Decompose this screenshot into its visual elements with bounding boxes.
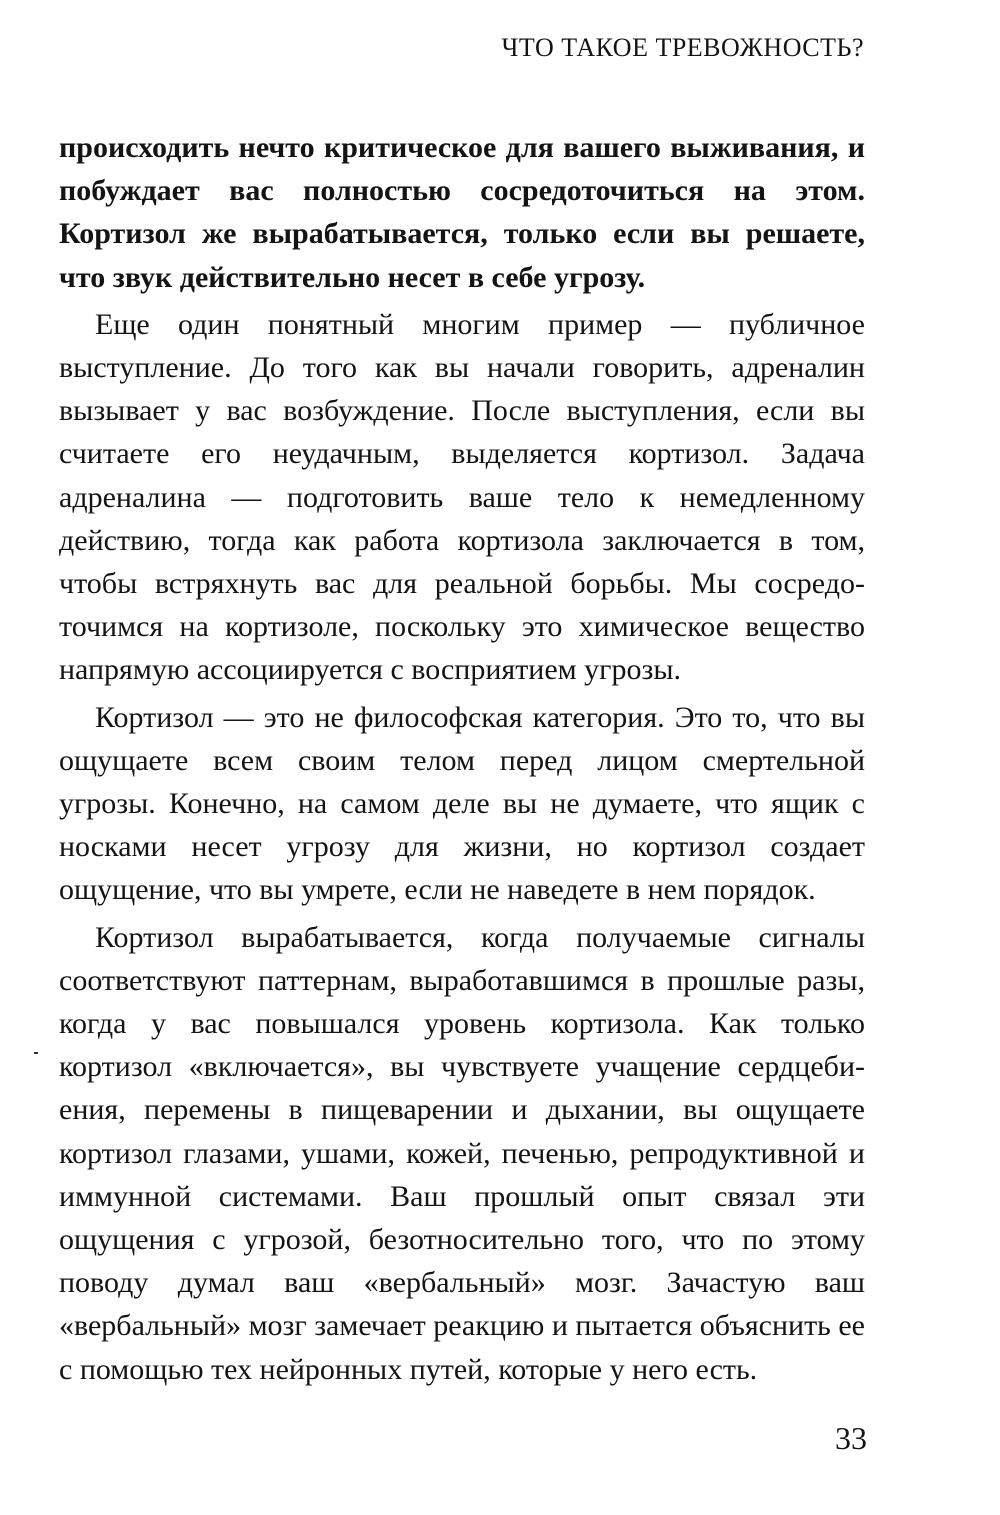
body-text xyxy=(59,126,865,1395)
page-number: 33 xyxy=(835,1420,867,1456)
paragraph-cortisol-not-philosophy: Кортизол — это не философская категория. Это то, что вы ощущаете всем своим телом перед лицом смертельной угрозы. Конечно, на самом деле вы не думаете, что ящик с носками несет угрозу для жизни, но кортизол создает ощущение, что вы умрете, если не наведете в нем порядок. xyxy=(59,700,865,907)
paragraph-cortisol-patterns: Кортизол вырабатывается, когда получаемые сигналы соответствуют паттернам, выработавшимся в прошлые разы, когда у вас повышался уровень кортизола. Как только кортизол «включается», вы чувствуете учащение сердцебиения, перемены в пищеварении и дыхании, вы ощущаете кортизол глазами, ушами, кожей, печенью, репродуктивной и иммунной системами. Ваш прошлый опыт связал эти ощущения с угрозой, безотносительно того, что по этому поводу думал ваш «вербальный» мозг. Зачастую ваш «вербальный» мозг замечает реакцию и пытается объяснить ее с помощью тех нейронных путей, которые у него есть. xyxy=(59,920,865,1386)
margin-mark xyxy=(34,1052,38,1054)
running-header: ЧТО ТАКОЕ ТРЕВОЖНОСТЬ? xyxy=(501,33,864,62)
paragraph-public-speaking: Еще один понятный многим пример — публичное выступление. До того как вы начали говорить, адреналин вызывает у вас возбуждение. После выступления, если вы считаете его неудачным, выделяется кортизол. Задача адреналина — подготовить ваше тело к немедленному действию, тогда как работа кортизола заключается в том, чтобы встряхнуть вас для реальной борьбы. Мы сосредоточимся на кортизоле, поскольку это химическое вещество напрямую ассоциируется с восприятием угрозы. xyxy=(59,307,865,687)
paragraph-bold-continuation: происходить нечто критическое для вашего выживания, и побуждает вас полностью сосредоточиться на этом. Кортизол же вырабатывается, только если вы решаете, что звук действительно несет в себе угрозу. xyxy=(59,131,865,294)
